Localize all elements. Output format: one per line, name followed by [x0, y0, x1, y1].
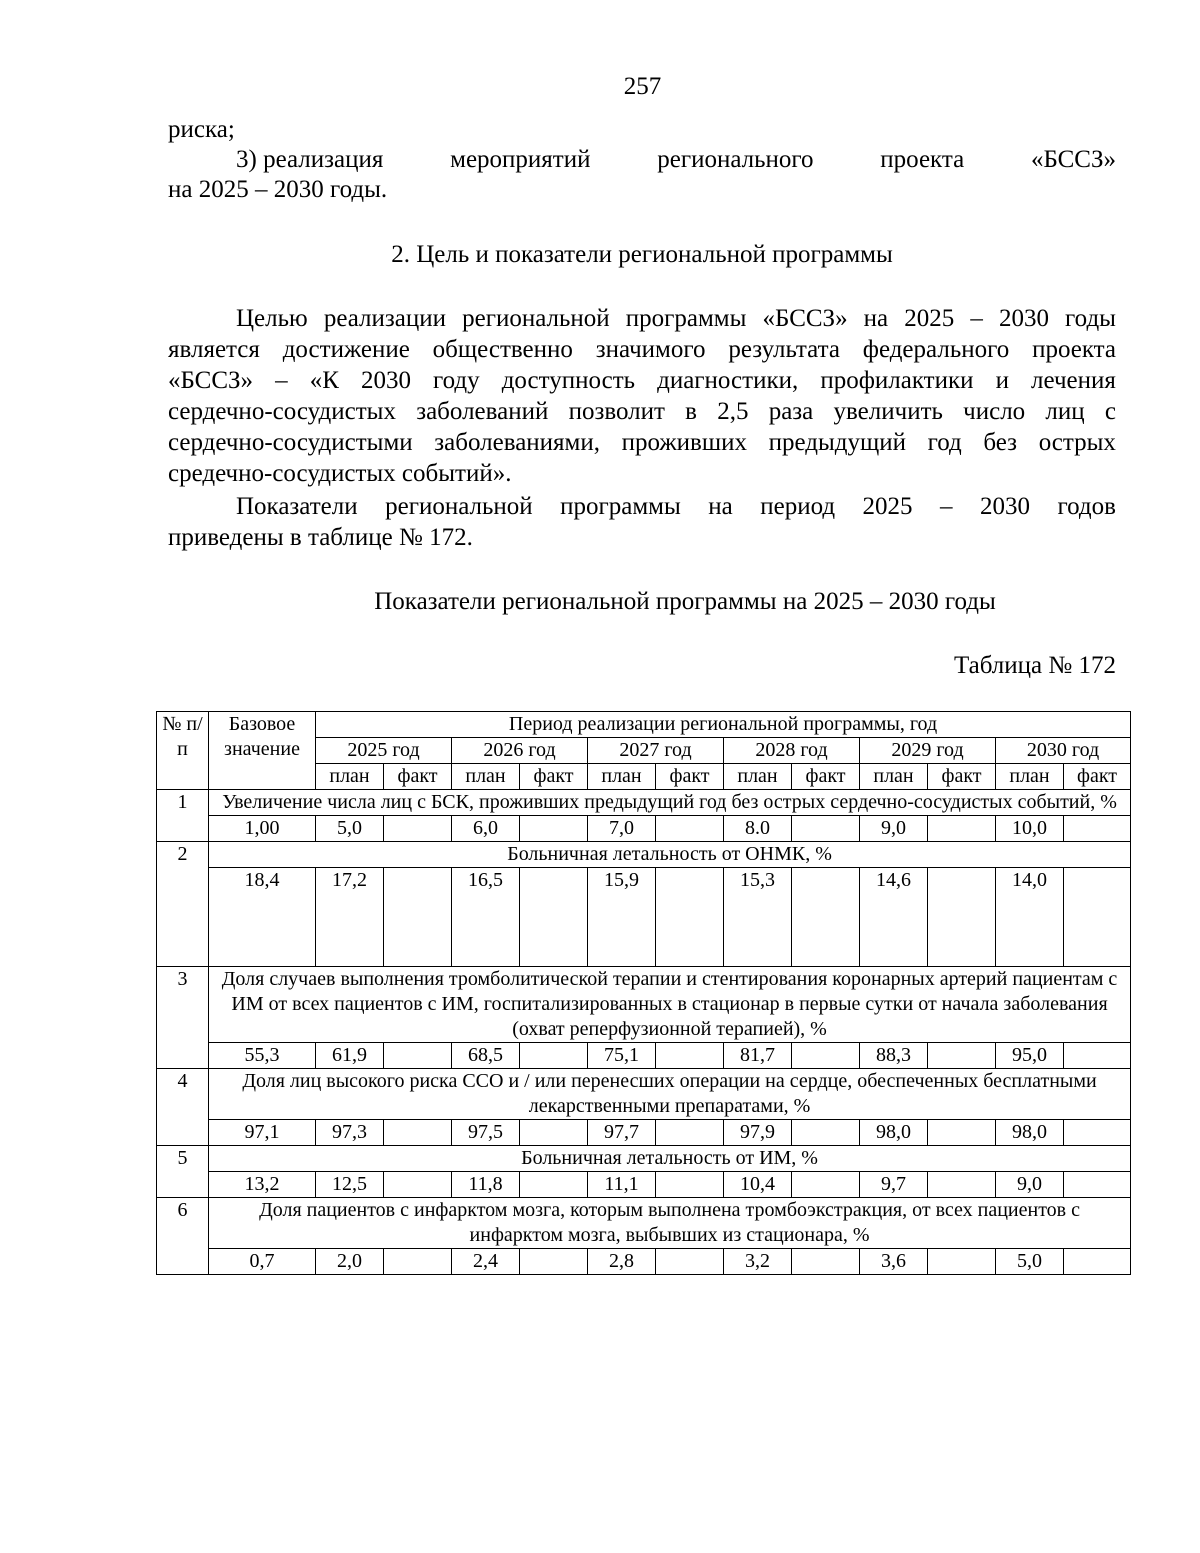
word: 2,5 [717, 398, 749, 425]
plan-value: 88,3 [860, 1043, 928, 1069]
plan-value: 15,3 [724, 868, 792, 967]
word: сердечно-сосудистых [168, 398, 396, 425]
plan-value: 2,0 [316, 1249, 384, 1275]
fact-value [792, 868, 860, 967]
plan-value: 16,5 [452, 868, 520, 967]
paragraph-line [236, 304, 1116, 334]
fact-value [928, 1172, 996, 1198]
word: достижение [282, 336, 410, 363]
word: раза [768, 398, 814, 425]
header-period: Период реализации региональной программы, год [316, 712, 1131, 738]
word: годы [1065, 305, 1116, 332]
header-plan: план [316, 764, 384, 790]
fact-value [792, 816, 860, 842]
row-number: 5 [157, 1146, 209, 1198]
indicator-title: Доля случаев выполнения тромболитической терапии и стентирования коронарных артерий пациентам с ИМ от всех пациентов с ИМ, госпитализированных в стационар в первые сутки от начала заболевания (охват реперфузионной терапией), % [209, 967, 1131, 1043]
header-plan: план [588, 764, 656, 790]
word: федерального [862, 336, 1010, 363]
indicator-title-row [157, 1146, 1131, 1172]
word: год [927, 429, 962, 456]
fact-value [928, 1120, 996, 1146]
word: проекта [1032, 336, 1116, 363]
fact-value [656, 1172, 724, 1198]
fact-value [792, 1120, 860, 1146]
list-tail-line: риска; [168, 116, 235, 143]
word: программы [560, 493, 681, 520]
indicator-values-row [157, 868, 1131, 967]
word: значимого [595, 336, 706, 363]
header-year: 2028 год [724, 738, 860, 764]
word: заболеваниями, [434, 429, 601, 456]
plan-value: 8.0 [724, 816, 792, 842]
fact-value [656, 816, 724, 842]
indicator-values-row [157, 1120, 1131, 1146]
fact-value [520, 1172, 588, 1198]
fact-value [520, 816, 588, 842]
word: 2030 [979, 493, 1030, 520]
word: годов [1057, 493, 1116, 520]
table-body [157, 712, 1131, 1275]
fact-value [1064, 1120, 1131, 1146]
fact-value [656, 1043, 724, 1069]
fact-value [928, 1043, 996, 1069]
header-plan: план [452, 764, 520, 790]
header-year: 2026 год [452, 738, 588, 764]
plan-value: 11,8 [452, 1172, 520, 1198]
word: и [995, 367, 1009, 394]
fact-value [928, 816, 996, 842]
plan-value: 97,7 [588, 1120, 656, 1146]
base-value: 97,1 [209, 1120, 316, 1146]
word: увеличить [833, 398, 943, 425]
paragraph-line: средечно-сосудистых событий». [168, 460, 512, 487]
fact-value [1064, 816, 1131, 842]
paragraph-line [168, 335, 1116, 365]
header-year: 2025 год [316, 738, 452, 764]
plan-value: 15,9 [588, 868, 656, 967]
header-plan: план [860, 764, 928, 790]
list-item-3-line [236, 145, 1116, 175]
plan-value: 9,0 [860, 816, 928, 842]
plan-value: 14,6 [860, 868, 928, 967]
plan-value: 2,4 [452, 1249, 520, 1275]
paragraph-line: приведены в таблице № 172. [168, 524, 473, 551]
header-fact: факт [928, 764, 996, 790]
base-value: 13,2 [209, 1172, 316, 1198]
word: региональной [462, 305, 610, 332]
fact-value [384, 1043, 452, 1069]
word: период [760, 493, 836, 520]
fact-value [520, 1120, 588, 1146]
plan-value: 14,0 [996, 868, 1064, 967]
word: позволит [568, 398, 665, 425]
fact-value [384, 868, 452, 967]
header-year: 2029 год [860, 738, 996, 764]
plan-value: 2,8 [588, 1249, 656, 1275]
indicator-title-row [157, 842, 1131, 868]
word: лиц [1045, 398, 1085, 425]
plan-value: 97,5 [452, 1120, 520, 1146]
plan-value: 11,1 [588, 1172, 656, 1198]
word: число [963, 398, 1026, 425]
header-number: № п/п [157, 712, 209, 790]
word: на [863, 305, 889, 332]
base-value: 18,4 [209, 868, 316, 967]
header-fact: факт [1064, 764, 1131, 790]
indicator-values-row [157, 1249, 1131, 1275]
row-number: 6 [157, 1198, 209, 1275]
word: «БССЗ» [168, 367, 254, 394]
word: Целью [236, 305, 308, 332]
word: мероприятий [450, 146, 591, 173]
plan-value: 68,5 [452, 1043, 520, 1069]
row-number: 4 [157, 1069, 209, 1146]
fact-value [792, 1043, 860, 1069]
indicator-title-row [157, 790, 1131, 816]
plan-value: 75,1 [588, 1043, 656, 1069]
plan-value: 10,0 [996, 816, 1064, 842]
word: является [168, 336, 260, 363]
word: – [940, 493, 953, 520]
header-fact: факт [520, 764, 588, 790]
plan-value: 3,6 [860, 1249, 928, 1275]
base-value: 0,7 [209, 1249, 316, 1275]
word: в [685, 398, 697, 425]
indicator-title: Увеличение числа лиц с БСК, проживших предыдущий год без острых сердечно-сосудистых событий, % [209, 790, 1131, 816]
header-year: 2027 год [588, 738, 724, 764]
indicator-values-row [157, 1043, 1131, 1069]
word: году [433, 367, 480, 394]
plan-value: 97,3 [316, 1120, 384, 1146]
fact-value [384, 1249, 452, 1275]
word: результата [728, 336, 840, 363]
indicator-values-row [157, 816, 1131, 842]
word: на [708, 493, 733, 520]
fact-value [384, 1120, 452, 1146]
word: реализации [323, 305, 446, 332]
word: «К [309, 367, 339, 394]
fact-value [656, 1249, 724, 1275]
plan-value: 95,0 [996, 1043, 1064, 1069]
fact-value [1064, 868, 1131, 967]
fact-value [656, 1120, 724, 1146]
base-value: 1,00 [209, 816, 316, 842]
fact-value [1064, 1249, 1131, 1275]
indicator-title: Больничная летальность от ОНМК, % [209, 842, 1131, 868]
plan-value: 10,4 [724, 1172, 792, 1198]
indicator-title-row [157, 1198, 1131, 1249]
plan-value: 81,7 [724, 1043, 792, 1069]
word: общественно [432, 336, 573, 363]
base-value: 55,3 [209, 1043, 316, 1069]
paragraph-line [168, 428, 1116, 458]
page-number: 257 [623, 73, 662, 100]
header-row [157, 712, 1131, 738]
plan-value: 61,9 [316, 1043, 384, 1069]
header-fact: факт [792, 764, 860, 790]
word: – [275, 367, 288, 394]
word: профилактики [820, 367, 974, 394]
word: «БССЗ» [1030, 146, 1116, 173]
header-base-value: Базовое значение [209, 712, 316, 790]
plan-value: 5,0 [996, 1249, 1064, 1275]
fact-value [520, 1249, 588, 1275]
word: диагностики, [657, 367, 799, 394]
row-number: 3 [157, 967, 209, 1069]
fact-value [1064, 1043, 1131, 1069]
word: сердечно-сосудистыми [168, 429, 413, 456]
plan-value: 12,5 [316, 1172, 384, 1198]
indicator-title: Доля лиц высокого риска ССО и / или перенесших операции на сердце, обеспеченных бесплатными лекарственными препаратами, % [209, 1069, 1131, 1120]
header-fact: факт [384, 764, 452, 790]
word: «БССЗ» [762, 305, 848, 332]
fact-value [1064, 1172, 1131, 1198]
word: 2030 [998, 305, 1049, 332]
plan-value: 7,0 [588, 816, 656, 842]
word: 2030 [360, 367, 411, 394]
header-fact: факт [656, 764, 724, 790]
plan-value: 3,2 [724, 1249, 792, 1275]
plan-value: 9,0 [996, 1172, 1064, 1198]
plan-value: 9,7 [860, 1172, 928, 1198]
plan-value: 97,9 [724, 1120, 792, 1146]
fact-value [520, 1043, 588, 1069]
indicator-values-row [157, 1172, 1131, 1198]
fact-value [928, 1249, 996, 1275]
header-plan: план [724, 764, 792, 790]
word: доступность [501, 367, 636, 394]
row-number: 2 [157, 842, 209, 967]
plan-value: 98,0 [996, 1120, 1064, 1146]
word: – [970, 305, 983, 332]
word: без [983, 429, 1018, 456]
word: 3) реализация [236, 146, 384, 173]
row-number: 1 [157, 790, 209, 842]
fact-value [792, 1172, 860, 1198]
word: регионального [657, 146, 814, 173]
plan-value: 5,0 [316, 816, 384, 842]
table-caption: Показатели региональной программы на 2025 – 2030 годы [374, 588, 996, 615]
word: программы [625, 305, 747, 332]
word: заболеваний [416, 398, 549, 425]
word: проекта [880, 146, 965, 173]
fact-value [384, 816, 452, 842]
fact-value [656, 868, 724, 967]
word: проживших [621, 429, 747, 456]
indicator-title: Больничная летальность от ИМ, % [209, 1146, 1131, 1172]
header-year: 2030 год [996, 738, 1131, 764]
word: острых [1038, 429, 1116, 456]
plan-value: 17,2 [316, 868, 384, 967]
word: предыдущий [768, 429, 906, 456]
indicator-title: Доля пациентов с инфарктом мозга, которым выполнена тромбоэкстракция, от всех пациентов с инфарктом мозга, выбывших из стационара, % [209, 1198, 1131, 1249]
paragraph-line [168, 397, 1116, 427]
plan-value: 6,0 [452, 816, 520, 842]
word: с [1104, 398, 1116, 425]
header-plan: план [996, 764, 1064, 790]
fact-value [792, 1249, 860, 1275]
indicators-table [156, 711, 1131, 1275]
word: 2025 [904, 305, 955, 332]
list-item-3-continuation: на 2025 – 2030 годы. [168, 176, 388, 203]
table-label: Таблица № 172 [953, 652, 1116, 679]
indicator-title-row [157, 967, 1131, 1043]
word: Показатели [236, 493, 358, 520]
plan-value: 98,0 [860, 1120, 928, 1146]
paragraph-line [236, 492, 1116, 522]
fact-value [384, 1172, 452, 1198]
word: лечения [1031, 367, 1116, 394]
paragraph-line [168, 366, 1116, 396]
indicator-title-row [157, 1069, 1131, 1120]
fact-value [520, 868, 588, 967]
section-heading: 2. Цель и показатели региональной программы [391, 241, 893, 268]
word: региональной [385, 493, 533, 520]
fact-value [928, 868, 996, 967]
word: 2025 [862, 493, 913, 520]
